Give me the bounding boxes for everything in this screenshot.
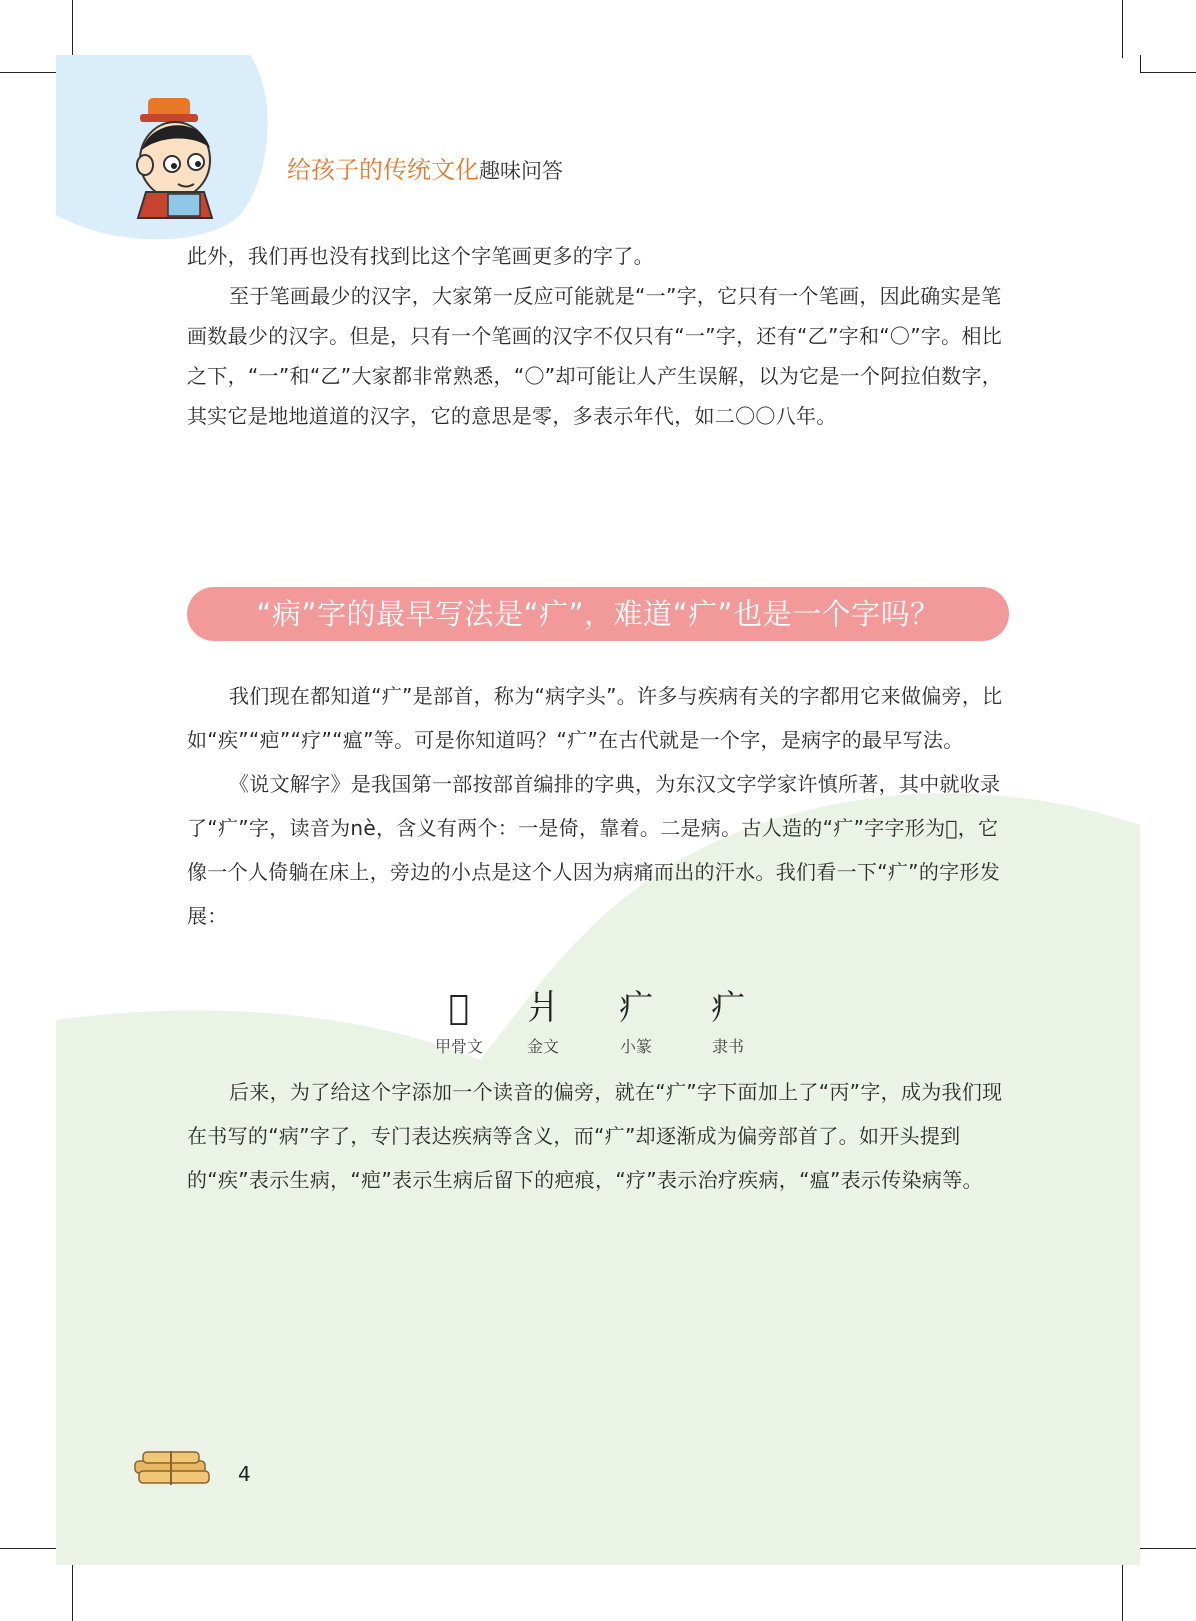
glyph-label: 金文 — [526, 1037, 559, 1056]
crop-mark — [1140, 72, 1196, 73]
header-mascot — [0, 0, 280, 250]
crop-mark — [1140, 1548, 1196, 1549]
crop-mark — [1122, 0, 1123, 58]
intro-text — [187, 236, 1009, 436]
evolution-item — [678, 988, 778, 1057]
paragraph: 至于笔画最少的汉字，大家第一反应可能就是“一”字，它只有一个笔画，因此确实是笔画数最少的汉字。但是，只有一个笔画的汉字不仅只有“一”字，还有“乙”字和“〇”字。相比之下，“一”和“乙”大家都非常熟悉，“〇”却可能让人产生误解，以为它是一个阿拉伯数字，其实它是地地道道的汉字，它的意思是零，多表示年代，如二〇〇八年。 — [187, 284, 1003, 428]
paragraph: 此外，我们再也没有找到比这个字笔画更多的字了。 — [187, 244, 654, 268]
glyph-small-seal: 疒 — [619, 988, 653, 1028]
crop-mark — [1122, 1565, 1123, 1621]
evolution-item — [586, 988, 686, 1057]
crop-mark — [72, 1565, 73, 1621]
paragraph: 我们现在都知道“疒”是部首，称为“病字头”。许多与疾病有关的字都用它来做偏旁，比如“疾”“疤”“疗”“瘟”等。可是你知道吗？“疒”在古代就是一个字，是病字的最早写法。 — [187, 684, 1003, 752]
section-text-2 — [187, 1070, 1009, 1202]
section-heading: “病”字的最早写法是“疒”，难道“疒”也是一个字吗？ — [187, 587, 1009, 641]
header-title-main: 给孩子的传统文化 — [287, 156, 479, 184]
header-title-sub: 趣味问答 — [479, 159, 563, 183]
glyph-label: 甲骨文 — [434, 1037, 483, 1056]
crop-mark — [1140, 55, 1141, 72]
header-title — [287, 150, 563, 185]
glyph-label: 隶书 — [711, 1037, 744, 1056]
page-number: 4 — [238, 1462, 251, 1486]
bamboo-scroll-icon — [133, 1447, 213, 1497]
evolution-item — [493, 988, 593, 1057]
glyph-bronze: 爿 — [526, 988, 560, 1028]
paragraph: 《说文解字》是我国第一部按部首编排的字典，为东汉文字学家许慎所著，其中就收录了“疒”字，读音为nè，含义有两个：一是倚，靠着。二是病。古人造的“疒”字字形为𤕫，它像一个人倚躺在床上，旁边的小点是这个人因为病痛而出的汗水。我们看一下“疒”的字形发展： — [187, 772, 1001, 928]
glyph-oracle-bone: 𤕫 — [448, 988, 470, 1028]
section-text — [187, 674, 1009, 938]
paragraph: 后来，为了给这个字添加一个读音的偏旁，就在“疒”字下面加上了“丙”字，成为我们现在书写的“病”字了，专门表达疾病等含义，而“疒”却逐渐成为偏旁部首了。如开头提到的“疾”表示生病，“疤”表示生病后留下的疤痕，“疗”表示治疗疾病，“瘟”表示传染病等。 — [187, 1080, 1003, 1192]
crop-mark — [0, 1548, 56, 1549]
glyph-clerical: 疒 — [711, 988, 745, 1028]
glyph-label: 小篆 — [619, 1037, 652, 1056]
